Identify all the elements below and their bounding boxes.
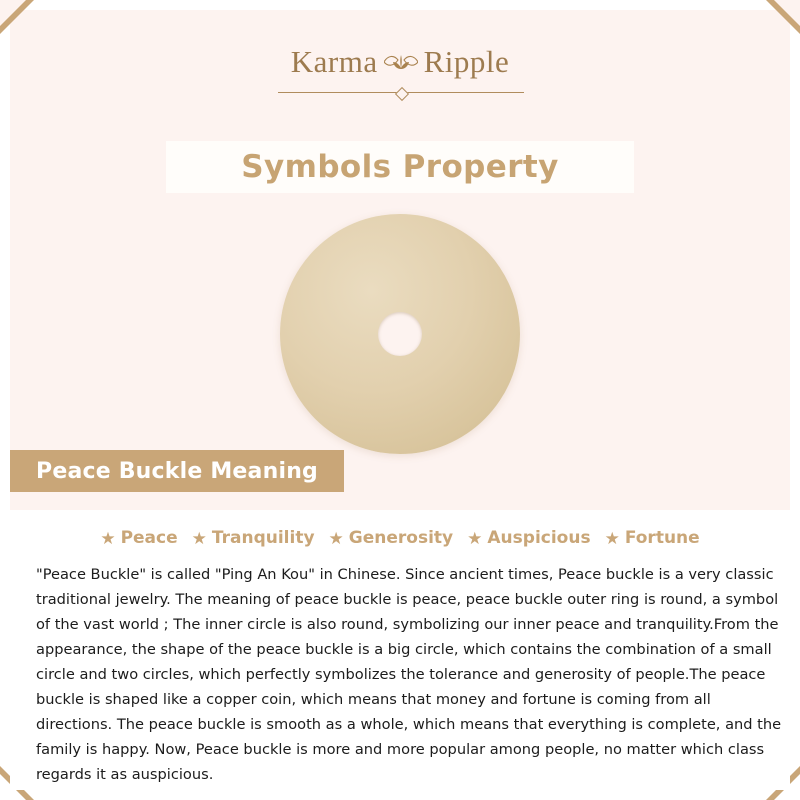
keyword-label: Peace (120, 528, 178, 548)
peace-buckle-hole (378, 312, 422, 356)
star-icon: ★ (328, 528, 344, 548)
star-icon: ★ (100, 528, 116, 548)
peace-buckle-disc (280, 214, 520, 454)
keyword-label: Fortune (624, 528, 700, 548)
keyword-list (10, 528, 790, 548)
brand-name-right: Ripple (423, 44, 510, 79)
star-icon: ★ (604, 528, 620, 548)
page-title-text: Symbols Property (241, 149, 559, 185)
section-ribbon (10, 450, 344, 492)
corner-ornament-top-left-inner (0, 0, 26, 26)
body-paragraph: "Peace Buckle" is called "Ping An Kou" in Chinese. Since ancient times, Peace buckle is a very classic traditional jewelry. The meaning of peace buckle is peace, peace buckle outer ring is round, a symbol of the vast world ; The inner circle is also round, symbolizing our inner peace and tranquility.From the appearance, the shape of the peace buckle is a big circle, which contains the combination of a small circle and two circles, which perfectly symbolizes the tolerance and generosity of people.The peace buckle is shaped like a copper coin, which means that money and fortune is coming from all directions. The peace buckle is smooth as a whole, which means that everything is complete, and the family is happy. Now, Peace buckle is more and more popular among people, no matter which class regards it as auspicious. (36, 566, 782, 783)
keyword-label: Generosity (348, 528, 454, 548)
keyword-item (605, 528, 700, 548)
keyword-label: Auspicious (487, 528, 591, 548)
keyword-item (467, 528, 590, 548)
lotus-icon (384, 49, 418, 75)
keyword-item (192, 528, 315, 548)
page-title (166, 141, 634, 193)
section-ribbon-label: Peace Buckle Meaning (36, 458, 319, 484)
brand-divider (278, 92, 524, 93)
keyword-label: Tranquility (211, 528, 315, 548)
star-icon: ★ (467, 528, 483, 548)
corner-ornament-top-right-inner (774, 0, 800, 26)
star-icon: ★ (191, 528, 207, 548)
content-block (10, 510, 790, 790)
keyword-item (100, 528, 177, 548)
brand-name-left: Karma (290, 44, 378, 79)
keyword-item (329, 528, 454, 548)
